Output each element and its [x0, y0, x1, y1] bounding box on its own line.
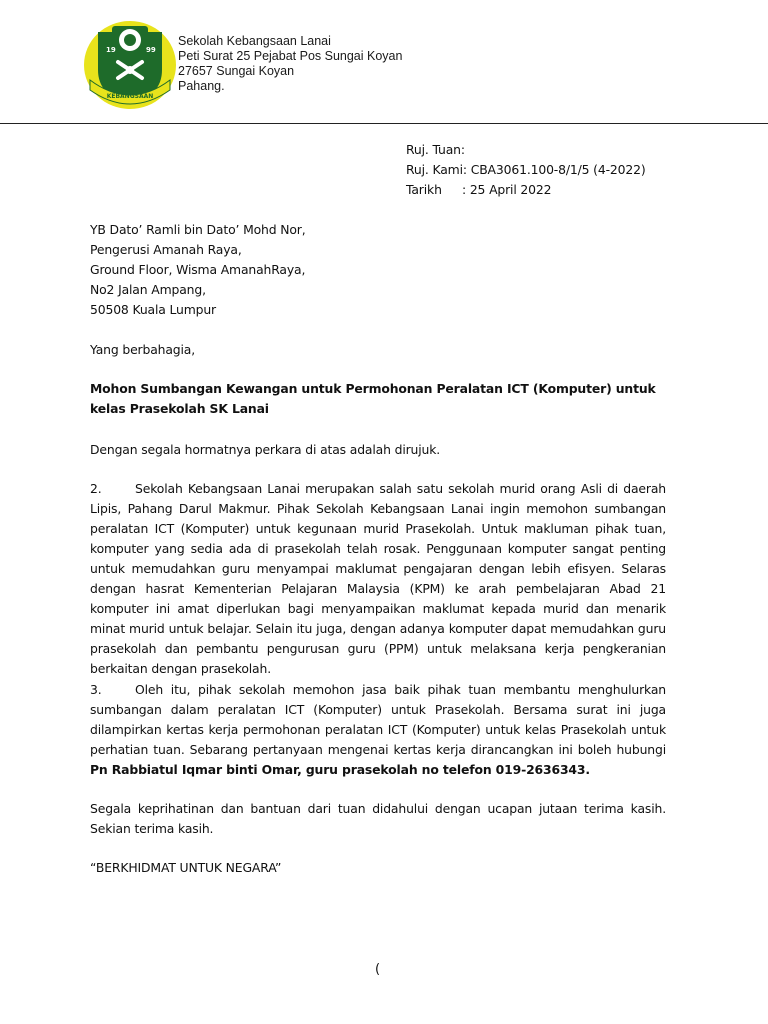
tarikh-row [406, 180, 646, 200]
paragraph-3-text: Oleh itu, pihak sekolah memohon jasa baik pihak tuan membantu menghulurkan sumbangan dalam peralatan ICT (Komputer) untuk Prasekolah. Bersama surat ini juga dilampirkan kertas kerja permohonan peralatan ICT (Komputer) untuk kelas Prasekolah untuk perhatian tuan. Sebarang pertanyaan mengenai kertas kerja dirancangkan ini boleh hubungi [90, 682, 666, 757]
letterhead [0, 0, 768, 124]
school-name: Sekolah Kebangsaan Lanai [178, 34, 331, 48]
recipient-line-3: Ground Floor, Wisma AmanahRaya, [90, 262, 306, 277]
reference-block [406, 140, 646, 200]
svg-text:KEBANGSAAN: KEBANGSAAN [106, 93, 154, 100]
tarikh-value: : 25 April 2022 [462, 182, 552, 197]
contact-person: Pn Rabbiatul Iqmar binti Omar, guru prasekolah no telefon 019-2636343. [90, 762, 590, 777]
motto: “BERKHIDMAT UNTUK NEGARA” [90, 860, 282, 875]
address-line-2: 27657 Sungai Koyan [178, 64, 295, 78]
school-crest-icon [82, 18, 178, 114]
subject-line: Mohon Sumbangan Kewangan untuk Permohonan Peralatan ICT (Komputer) untuk kelas Prasekolah SK Lanai [90, 381, 656, 416]
recipient-address [90, 220, 306, 320]
address-line-1: Peti Surat 25 Pejabat Pos Sungai Koyan [178, 49, 403, 63]
paragraph-3 [90, 680, 666, 780]
paragraph-2-number: 2. [90, 481, 102, 496]
ruj-tuan: Ruj. Tuan: [406, 142, 465, 157]
recipient-line-2: Pengerusi Amanah Raya, [90, 242, 242, 257]
ruj-kami: Ruj. Kami: CBA3061.100-8/1/5 (4-2022) [406, 162, 646, 177]
paragraph-2 [90, 479, 666, 679]
salutation: Yang berbahagia, [90, 342, 196, 357]
letterhead-divider [0, 123, 768, 124]
paragraph-3-number: 3. [90, 682, 102, 697]
intro-sentence: Dengan segala hormatnya perkara di atas adalah dirujuk. [90, 442, 441, 457]
tarikh-label: Tarikh [406, 182, 442, 197]
closing-paragraph: Segala keprihatinan dan bantuan dari tuan didahului dengan ucapan jutaan terima kasih. Sekian terima kasih. [90, 801, 666, 836]
svg-text:19: 19 [106, 46, 116, 54]
svg-text:99: 99 [146, 46, 156, 54]
address-line-3: Pahang. [178, 79, 225, 93]
page-mark: ( [375, 962, 380, 977]
recipient-line-4: No2 Jalan Ampang, [90, 282, 206, 297]
paragraph-2-text: Sekolah Kebangsaan Lanai merupakan salah satu sekolah murid orang Asli di daerah Lipis, Pahang Darul Makmur. Pihak Sekolah Kebangsaan Lanai ingin memohon sumbangan peralatan ICT (Komputer) untuk kegunaan murid Prasekolah. Untuk makluman pihak tuan, komputer yang sedia ada di prasekolah telah rosak. Penggunaan komputer sangat penting untuk memudahkan guru menyampai maklumat pengajaran dengan lebih efisyen. Selaras dengan hasrat Kementerian Pelajaran Malaysia (KPM) ke arah pembelajaran Abad 21 komputer ini amat diperlukan bagi menyampaikan maklumat kepada murid dan menarik minat murid untuk belajar. Selain itu juga, dengan adanya komputer dapat memudahkan guru prasekolah dan pembantu pengurusan guru (PPM) untuk melaksana kerja pengkeranian berkaitan dengan prasekolah. [90, 481, 666, 676]
recipient-line-1: YB Dato’ Ramli bin Dato’ Mohd Nor, [90, 222, 306, 237]
recipient-line-5: 50508 Kuala Lumpur [90, 302, 217, 317]
school-address [178, 34, 402, 94]
